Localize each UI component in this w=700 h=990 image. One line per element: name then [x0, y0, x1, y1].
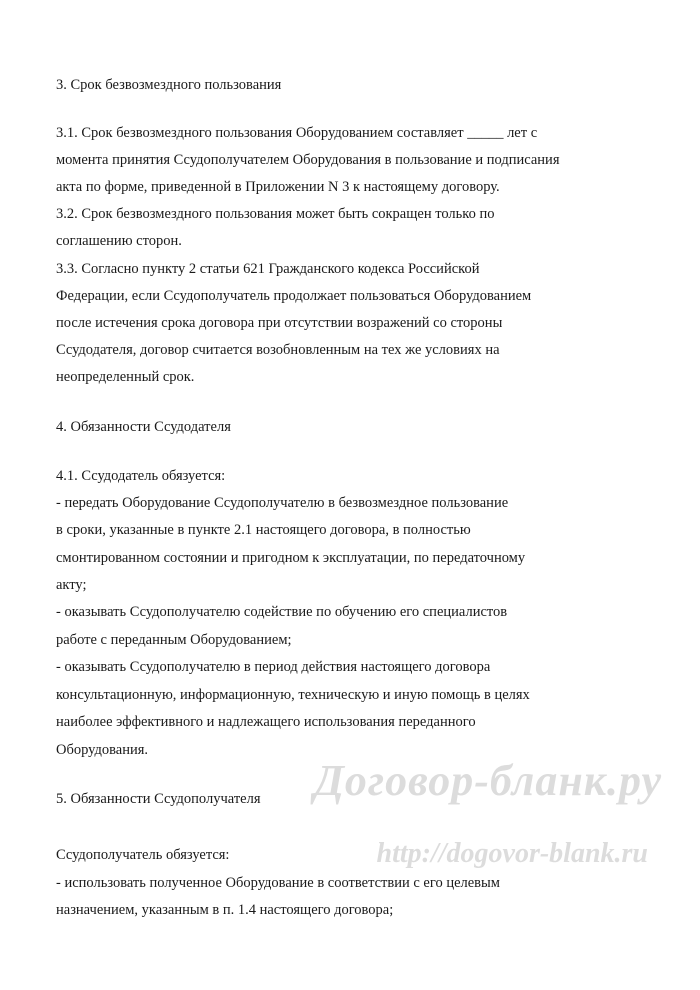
text-line: назначением, указанным в п. 1.4 настоящего договора;: [56, 902, 394, 918]
section-3-heading: 3. Срок безвозмездного пользования: [56, 77, 282, 93]
text-line: - передать Оборудование Ссудополучателю в безвозмездное пользование: [56, 495, 509, 511]
text-line: Федерации, если Ссудополучатель продолжает пользоваться Оборудованием: [56, 288, 532, 304]
text-line: Оборудования.: [56, 742, 149, 758]
watermark-title: Договор-бланк.ру: [313, 756, 662, 805]
text-line: Ссудодателя, договор считается возобновленным на тех же условиях на: [56, 342, 500, 358]
text-line: соглашению сторон.: [56, 233, 182, 249]
text-line: 3.1. Срок безвозмездного пользования Оборудованием составляет _____ лет с: [56, 125, 538, 141]
text-line: Ссудополучатель обязуется:: [56, 847, 230, 863]
text-line: 3.3. Согласно пункту 2 статьи 621 Гражданского кодекса Российской: [56, 261, 480, 277]
text-line: - оказывать Ссудополучателю содействие по обучению его специалистов: [56, 604, 508, 620]
text-line: - использовать полученное Оборудование в соответствии с его целевым: [56, 875, 500, 891]
text-line: акта по форме, приведенной в Приложении N 3 к настоящему договору.: [56, 179, 500, 195]
text-line: после истечения срока договора при отсутствии возражений со стороны: [56, 315, 503, 331]
text-line: работе с переданным Оборудованием;: [56, 632, 292, 648]
text-line: консультационную, информационную, техническую и иную помощь в целях: [56, 687, 530, 703]
section-5-heading: 5. Обязанности Ссудополучателя: [56, 791, 261, 807]
text-line: неопределенный срок.: [56, 369, 195, 385]
watermark-url: http://dogovor-blank.ru: [376, 838, 648, 869]
text-line: момента принятия Ссудополучателем Оборудования в пользование и подписания: [56, 152, 560, 168]
section-4-heading: 4. Обязанности Ссудодателя: [56, 419, 231, 435]
text-line: 4.1. Ссудодатель обязуется:: [56, 468, 226, 484]
text-line: наиболее эффективного и надлежащего использования переданного: [56, 714, 476, 730]
text-line: смонтированном состоянии и пригодном к эксплуатации, по передаточному: [56, 550, 526, 566]
text-line: в сроки, указанные в пункте 2.1 настоящего договора, в полностью: [56, 522, 471, 538]
text-line: 3.2. Срок безвозмездного пользования может быть сокращен только по: [56, 206, 495, 222]
text-line: - оказывать Ссудополучателю в период действия настоящего договора: [56, 659, 491, 675]
text-line: акту;: [56, 577, 87, 593]
